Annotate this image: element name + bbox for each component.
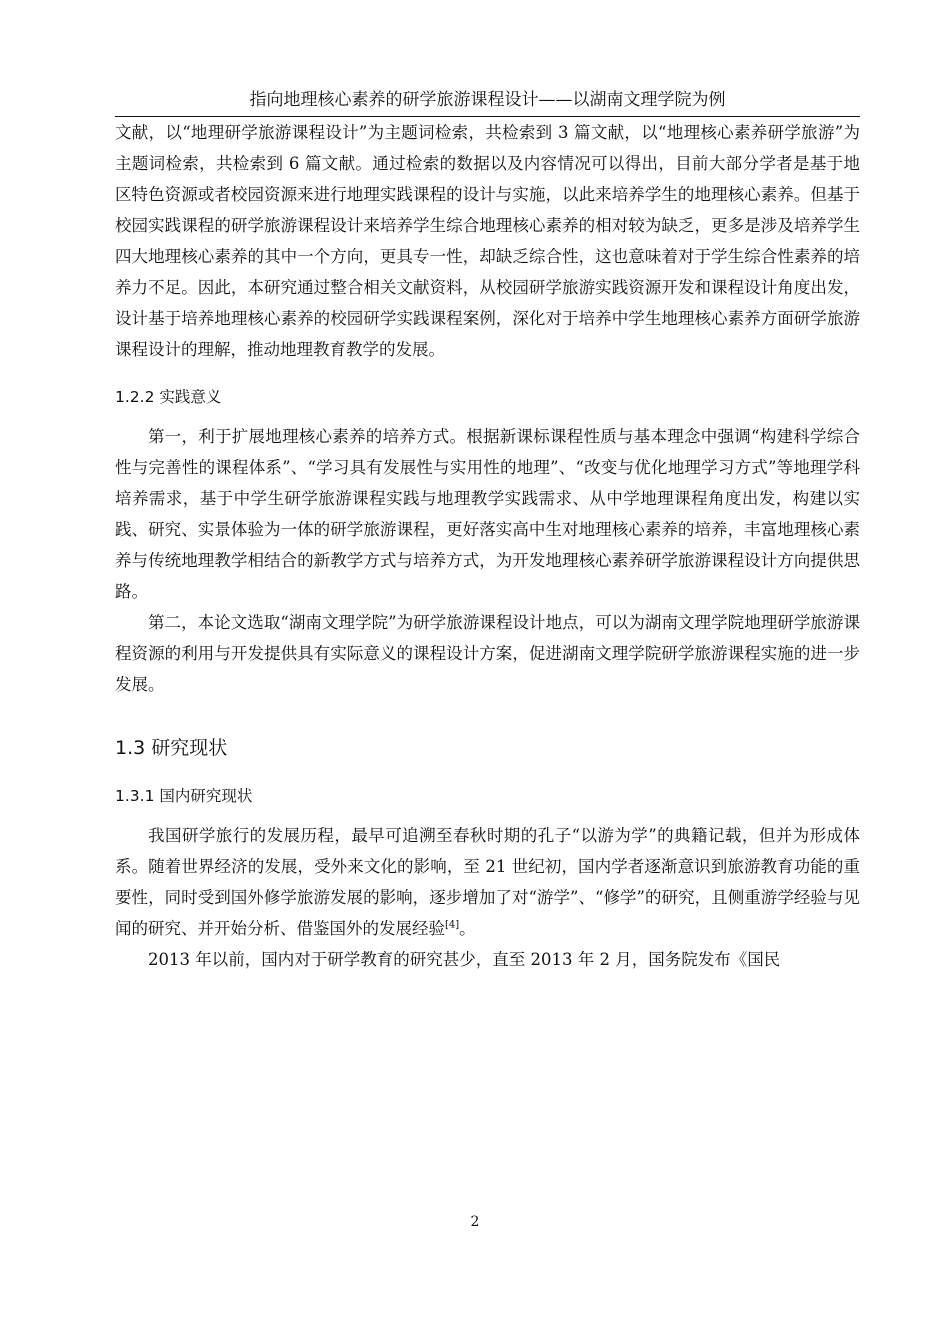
paragraph-domestic-research-1-text: 我国研学旅行的发展历程，最早可追溯至春秋时期的孔子“以游为学”的典籍记载，但并为形成体系。随着世界经济的发展，受外来文化的影响，至 21 世纪初，国内学者逐渐意识到旅游教育功能的重要性，同时受到国外修学旅游发展的影响，逐步增加了对“游学”、“修学”的研究，且侧重游学经验与见闻的研究、并开始分析、借鉴国外的发展经验 <box>115 826 860 938</box>
section-heading-practical-significance: 1.2.2 实践意义 <box>115 388 222 406</box>
paragraph-domestic-research-1-end: 。 <box>459 919 476 938</box>
paragraph-domestic-research-1 <box>115 820 860 944</box>
paragraph-research-significance: 文献，以“地理研学旅游课程设计”为主题词检索，共检索到 3 篇文献，以“地理核心素养研学旅游”为主题词检索，共检索到 6 篇文献。通过检索的数据以及内容情况可以得出，目前大部分学者是基于地区特色资源或者校园资源来进行地理实践课程的设计与实施，以此来培养学生的地理核心素养。但基于校园实践课程的研学旅游课程设计来培养学生综合地理核心素养的相对较为缺乏，更多是涉及培养学生四大地理核心素养的其中一个方向，更具专一性，却缺乏综合性，这也意味着对于学生综合性素养的培养力不足。因此，本研究通过整合相关文献资料，从校园研学旅游实践资源开发和课程设计角度出发，设计基于培养地理核心素养的校园研学实践课程案例，深化对于培养中学生地理核心素养方面研学旅游课程设计的理解，推动地理教育教学的发展。 <box>115 123 860 359</box>
section-heading-domestic-research: 1.3.1 国内研究现状 <box>115 787 253 805</box>
section-heading-research-status: 1.3 研究现状 <box>115 737 228 759</box>
page-number: 2 <box>470 1214 480 1230</box>
paragraph-domestic-research-2: 2013 年以前，国内对于研学教育的研究甚少，直至 2013 年 2 月，国务院发布《国民 <box>148 950 781 969</box>
citation-reference: [4] <box>445 919 460 931</box>
running-header: 指向地理核心素养的研学旅游课程设计——以湖南文理学院为例 <box>115 86 860 117</box>
paragraph-practical-significance-1: 第一，利于扩展地理核心素养的培养方式。根据新课标课程性质与基本理念中强调“构建科学综合性与完善性的课程体系”、“学习具有发展性与实用性的地理”、“改变与优化地理学习方式”等地理学科培养需求，基于中学生研学旅游课程实践与地理教学实践需求、从中学地理课程角度出发，构建以实践、研究、实景体验为一体的研学旅游课程，更好落实高中生对地理核心素养的培养，丰富地理核心素养与传统地理教学相结合的新教学方式与培养方式，为开发地理核心素养研学旅游课程设计方向提供思路。 <box>115 427 860 601</box>
paragraph-practical-significance-2: 第二，本论文选取“湖南文理学院”为研学旅游课程设计地点，可以为湖南文理学院地理研学旅游课程资源的利用与开发提供具有实际意义的课程设计方案，促进湖南文理学院研学旅游课程实施的进一步发展。 <box>115 613 860 694</box>
page-content <box>115 117 860 975</box>
